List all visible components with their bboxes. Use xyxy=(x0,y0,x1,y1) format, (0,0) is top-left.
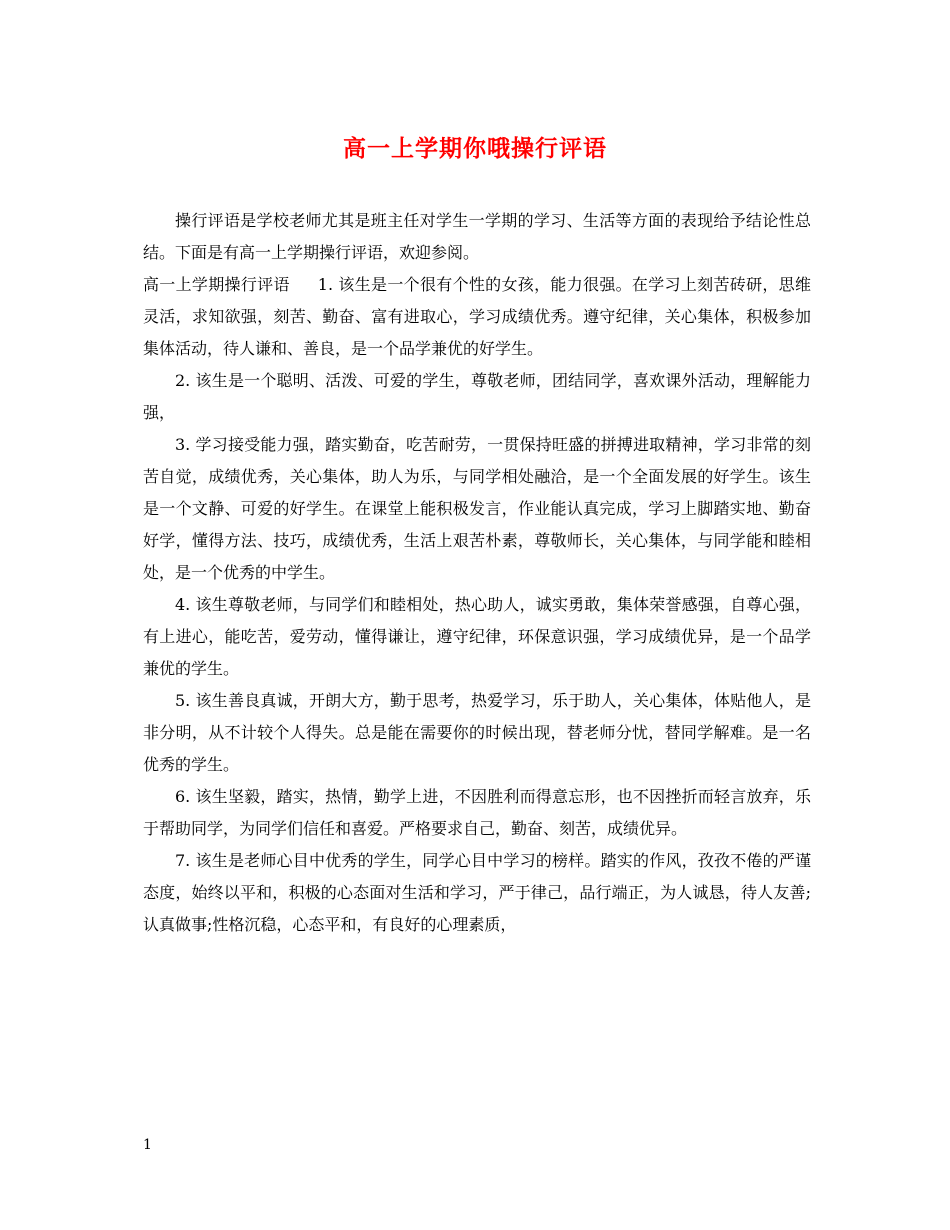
section-heading: 高一上学期操行评语 xyxy=(143,275,290,294)
item-1: 1. 该生是一个很有个性的女孩，能力很强。在学习上刻苦砖研，思维灵活，求知欲强，刻苦、勤奋、富有进取心，学习成绩优秀。遵守纪律，关心集体，积极参加集体活动，待人谦和、善良，是一个品学兼优的好学生。 xyxy=(143,275,811,358)
item-3: 3. 学习接受能力强，踏实勤奋，吃苦耐劳，一贯保持旺盛的拼搏进取精神，学习非常的刻苦自觉，成绩优秀，关心集体，助人为乐，与同学相处融洽，是一个全面发展的好学生。该生是一个文静、可爱的好学生。在课堂上能积极发言，作业能认真完成，学习上脚踏实地、勤奋好学，懂得方法、技巧，成绩优秀，生活上艰苦朴素，尊敬师长，关心集体，与同学能和睦相处，是一个优秀的中学生。 xyxy=(143,435,811,582)
page-number: 1 xyxy=(143,1137,152,1153)
item-5: 5. 该生善良真诚，开朗大方，勤于思考，热爱学习，乐于助人，关心集体，体贴他人，是非分明，从不计较个人得失。总是能在需要你的时候出现，替老师分忧，替同学解难。是一名优秀的学生。 xyxy=(143,691,811,774)
first-item-paragraph xyxy=(143,269,811,365)
item-7: 7. 该生是老师心目中优秀的学生，同学心目中学习的榜样。踏实的作风，孜孜不倦的严谨态度，始终以平和，积极的心态面对生活和学习，严于律己，品行端正，为人诚恳，待人友善;认真做事;性格沉稳，心态平和，有良好的心理素质， xyxy=(143,851,811,934)
document-body xyxy=(143,205,811,941)
item-6: 6. 该生坚毅，踏实，热情，勤学上进，不因胜利而得意忘形，也不因挫折而轻言放弃，乐于帮助同学，为同学们信任和喜爱。严格要求自己，勤奋、刻苦，成绩优异。 xyxy=(143,787,811,838)
item-2: 2. 该生是一个聪明、活泼、可爱的学生，尊敬老师，团结同学，喜欢课外活动，理解能力强， xyxy=(143,371,811,422)
item-4: 4. 该生尊敬老师，与同学们和睦相处，热心助人，诚实勇敢，集体荣誉感强，自尊心强，有上进心，能吃苦，爱劳动，懂得谦让，遵守纪律，环保意识强，学习成绩优异，是一个品学兼优的学生。 xyxy=(143,595,811,678)
document-title: 高一上学期你哦操行评语 xyxy=(343,135,607,162)
intro-paragraph: 操行评语是学校老师尤其是班主任对学生一学期的学习、生活等方面的表现给予结论性总结。下面是有高一上学期操行评语，欢迎参阅。 xyxy=(143,211,811,262)
